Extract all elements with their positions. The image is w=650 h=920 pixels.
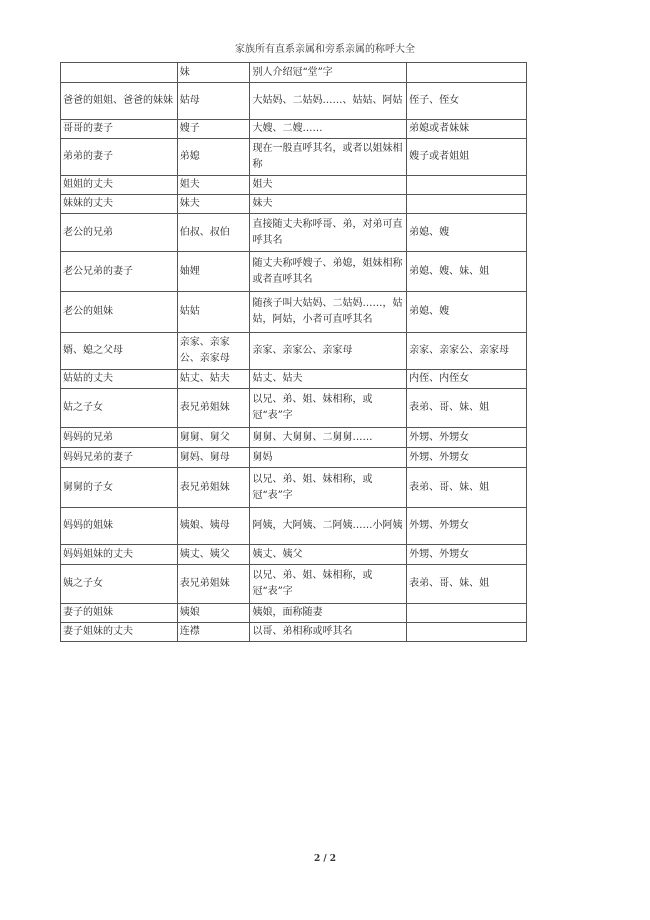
relation-cell: 妻子的姐妹 bbox=[61, 604, 178, 623]
title-cell: 表兄弟姐妹 bbox=[177, 565, 250, 604]
table-row bbox=[61, 139, 527, 176]
table-row bbox=[61, 333, 527, 370]
title-cell: 姐夫 bbox=[177, 176, 250, 195]
relation-cell: 姑姑的丈夫 bbox=[61, 370, 178, 389]
table-row bbox=[61, 83, 527, 120]
title-cell: 表兄弟姐妹 bbox=[177, 389, 250, 428]
title-cell: 嫂子 bbox=[177, 120, 250, 139]
title-cell: 姨娘、姨母 bbox=[177, 508, 250, 545]
reply-cell bbox=[407, 623, 527, 642]
table-row bbox=[61, 214, 527, 252]
reply-cell: 内侄、内侄女 bbox=[407, 370, 527, 389]
address-cell: 现在一般直呼其名，或者以姐妹相称 bbox=[250, 139, 407, 176]
title-cell: 妯娌 bbox=[177, 252, 250, 292]
table-row bbox=[61, 389, 527, 428]
address-cell: 直接随丈夫称呼哥、弟，对弟可直呼其名 bbox=[250, 214, 407, 252]
reply-cell bbox=[407, 176, 527, 195]
relation-cell: 妹妹的丈夫 bbox=[61, 195, 178, 214]
title-cell: 妹 bbox=[177, 63, 250, 83]
document-title: 家族所有直系亲属和旁系亲属的称呼大全 bbox=[235, 44, 415, 55]
relation-cell: 妈妈姐妹的丈夫 bbox=[61, 545, 178, 565]
table-row bbox=[61, 468, 527, 508]
reply-cell: 弟媳或者妹妹 bbox=[407, 120, 527, 139]
reply-cell: 外甥、外甥女 bbox=[407, 508, 527, 545]
address-cell: 以兄、弟、姐、妹相称，或冠“表”字 bbox=[250, 468, 407, 508]
title-cell: 弟媳 bbox=[177, 139, 250, 176]
title-cell: 妹夫 bbox=[177, 195, 250, 214]
table-row bbox=[61, 120, 527, 139]
relation-cell: 婿、媳之父母 bbox=[61, 333, 178, 370]
kinship-table bbox=[60, 62, 527, 642]
address-cell: 大嫂、二嫂…… bbox=[250, 120, 407, 139]
page-number: 2 / 2 bbox=[313, 854, 337, 864]
relation-cell: 妈妈的兄弟 bbox=[61, 428, 178, 448]
address-cell: 姐夫 bbox=[250, 176, 407, 195]
title-cell: 姑姑 bbox=[177, 292, 250, 333]
address-cell: 别人介绍冠“堂”字 bbox=[250, 63, 407, 83]
relation-cell: 哥哥的妻子 bbox=[61, 120, 178, 139]
table-row bbox=[61, 292, 527, 333]
reply-cell: 弟媳、嫂 bbox=[407, 214, 527, 252]
table-row bbox=[61, 623, 527, 642]
address-cell: 妹夫 bbox=[250, 195, 407, 214]
title-cell: 姨丈、姨父 bbox=[177, 545, 250, 565]
title-cell: 舅舅、舅父 bbox=[177, 428, 250, 448]
address-cell: 亲家、亲家公、亲家母 bbox=[250, 333, 407, 370]
address-cell: 以兄、弟、姐、妹相称，或冠“表”字 bbox=[250, 389, 407, 428]
table-row bbox=[61, 370, 527, 389]
reply-cell bbox=[407, 63, 527, 83]
reply-cell: 表弟、哥、妹、姐 bbox=[407, 565, 527, 604]
address-cell: 姨娘，面称随妻 bbox=[250, 604, 407, 623]
relation-cell: 老公兄弟的妻子 bbox=[61, 252, 178, 292]
address-cell: 随丈夫称呼嫂子、弟媳，姐妹相称或者直呼其名 bbox=[250, 252, 407, 292]
relation-cell: 姐姐的丈夫 bbox=[61, 176, 178, 195]
table-row bbox=[61, 63, 527, 83]
reply-cell bbox=[407, 604, 527, 623]
title-cell: 亲家、亲家公、亲家母 bbox=[177, 333, 250, 370]
reply-cell: 外甥、外甥女 bbox=[407, 428, 527, 448]
table-row bbox=[61, 565, 527, 604]
title-cell: 连襟 bbox=[177, 623, 250, 642]
table-row bbox=[61, 428, 527, 448]
kinship-table-body bbox=[61, 63, 527, 642]
relation-cell: 爸爸的姐姐、爸爸的妹妹 bbox=[61, 83, 178, 120]
table-row bbox=[61, 508, 527, 545]
reply-cell: 弟媳、嫂、妹、姐 bbox=[407, 252, 527, 292]
reply-cell: 侄子、侄女 bbox=[407, 83, 527, 120]
address-cell: 阿姨，大阿姨、二阿姨……小阿姨 bbox=[250, 508, 407, 545]
address-cell: 随孩子叫大姑妈、二姑妈……，姑姑，阿姑，小者可直呼其名 bbox=[250, 292, 407, 333]
table-row bbox=[61, 176, 527, 195]
relation-cell: 妻子姐妹的丈夫 bbox=[61, 623, 178, 642]
relation-cell: 舅舅的子女 bbox=[61, 468, 178, 508]
table-row bbox=[61, 545, 527, 565]
relation-cell: 妈妈兄弟的妻子 bbox=[61, 448, 178, 468]
address-cell: 大姑妈、二姑妈……、姑姑、阿姑 bbox=[250, 83, 407, 120]
reply-cell: 外甥、外甥女 bbox=[407, 545, 527, 565]
relation-cell: 老公的姐妹 bbox=[61, 292, 178, 333]
table-row bbox=[61, 195, 527, 214]
reply-cell bbox=[407, 195, 527, 214]
address-cell: 舅妈 bbox=[250, 448, 407, 468]
relation-cell: 妈妈的姐妹 bbox=[61, 508, 178, 545]
relation-cell: 弟弟的妻子 bbox=[61, 139, 178, 176]
title-cell: 舅妈、舅母 bbox=[177, 448, 250, 468]
address-cell: 姨丈、姨父 bbox=[250, 545, 407, 565]
address-cell: 以兄、弟、姐、妹相称，或冠“表”字 bbox=[250, 565, 407, 604]
reply-cell: 嫂子或者姐姐 bbox=[407, 139, 527, 176]
title-cell: 姑丈、姑夫 bbox=[177, 370, 250, 389]
reply-cell: 表弟、哥、妹、姐 bbox=[407, 468, 527, 508]
title-cell: 姨娘 bbox=[177, 604, 250, 623]
title-cell: 伯叔、叔伯 bbox=[177, 214, 250, 252]
address-cell: 姑丈、姑夫 bbox=[250, 370, 407, 389]
title-cell: 姑母 bbox=[177, 83, 250, 120]
reply-cell: 弟媳、嫂 bbox=[407, 292, 527, 333]
table-row bbox=[61, 604, 527, 623]
title-cell: 表兄弟姐妹 bbox=[177, 468, 250, 508]
reply-cell: 外甥、外甥女 bbox=[407, 448, 527, 468]
table-row bbox=[61, 448, 527, 468]
relation-cell: 老公的兄弟 bbox=[61, 214, 178, 252]
reply-cell: 亲家、亲家公、亲家母 bbox=[407, 333, 527, 370]
relation-cell: 姨之子女 bbox=[61, 565, 178, 604]
relation-cell bbox=[61, 63, 178, 83]
table-row bbox=[61, 252, 527, 292]
reply-cell: 表弟、哥、妹、姐 bbox=[407, 389, 527, 428]
address-cell: 以哥、弟相称或呼其名 bbox=[250, 623, 407, 642]
address-cell: 舅舅、大舅舅、二舅舅…… bbox=[250, 428, 407, 448]
relation-cell: 姑之子女 bbox=[61, 389, 178, 428]
